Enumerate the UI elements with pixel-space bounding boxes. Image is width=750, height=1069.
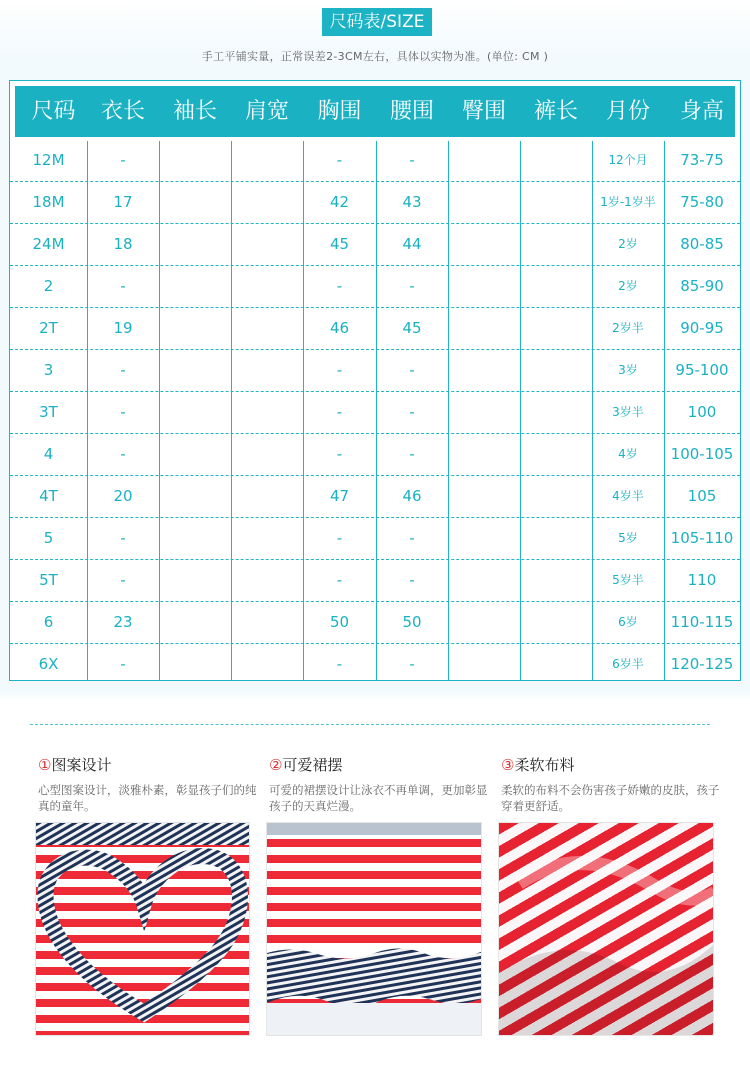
feature-title — [269, 754, 489, 776]
table-cell: 110 — [687, 571, 717, 589]
title-wrap — [0, 8, 750, 36]
table-cell: 42 — [329, 193, 350, 211]
table-cell: 100 — [687, 403, 717, 421]
table-cell: 18M — [32, 193, 65, 211]
table-cell: 6岁半 — [612, 657, 644, 671]
feature-title-text: 柔软布料 — [514, 756, 575, 774]
table-cell: 90-95 — [680, 319, 724, 337]
feature-description: 可爱的裙摆设计让泳衣不再单调，更加彰显孩子的天真烂漫。 — [269, 783, 488, 813]
feature-title-text: 可爱裙摆 — [282, 756, 343, 774]
measurement-note: 手工平铺实量，正常误差2-3CM左右，具体以实物为准。(单位: CM ) — [201, 50, 549, 63]
table-cell — [448, 475, 520, 517]
table-cell — [520, 349, 592, 391]
table-cell: 50 — [329, 613, 350, 631]
table-cell: 73-75 — [680, 151, 724, 169]
table-cell — [520, 223, 592, 265]
feature-pattern — [38, 754, 258, 814]
page-title: 尺码表/SIZE — [322, 8, 433, 36]
table-cell: - — [336, 361, 343, 379]
table-cell: 2 — [43, 277, 54, 295]
table-cell: 1岁-1岁半 — [600, 195, 656, 209]
table-cell — [159, 643, 231, 685]
table-cell: 3T — [39, 403, 58, 421]
table-cell — [159, 475, 231, 517]
table-cell — [231, 475, 303, 517]
table-cell — [231, 223, 303, 265]
table-cell: - — [120, 529, 126, 547]
table-cell — [159, 265, 231, 307]
table-cell: 5岁半 — [612, 573, 644, 587]
feature-description: 心型图案设计，淡雅朴素，彰显孩子们的纯真的童年。 — [38, 783, 257, 813]
table-cell: - — [409, 361, 415, 379]
table-cell: 6 — [43, 613, 54, 631]
table-cell — [231, 517, 303, 559]
table-cell: 3 — [43, 361, 54, 379]
table-cell: 45 — [329, 235, 350, 253]
feature-title-text: 图案设计 — [51, 756, 112, 774]
feature-title — [501, 754, 721, 776]
table-cell: - — [120, 403, 126, 421]
feature-number: ③ — [501, 756, 515, 774]
table-cell — [448, 307, 520, 349]
table-cell: 46 — [402, 487, 422, 505]
column-header: 袖长 — [172, 99, 217, 124]
table-cell: - — [336, 277, 343, 295]
table-cell: 2T — [39, 319, 58, 337]
table-cell — [520, 433, 592, 475]
ruffle-skirt-photo — [266, 822, 482, 1036]
table-cell: 23 — [113, 613, 133, 631]
table-cell: 45 — [402, 319, 422, 337]
table-cell — [448, 265, 520, 307]
table-cell — [520, 475, 592, 517]
table-cell: 2岁半 — [612, 321, 644, 335]
table-cell — [448, 181, 520, 223]
table-cell: 12M — [32, 151, 65, 169]
size-table — [9, 80, 741, 681]
table-cell: - — [120, 445, 126, 463]
column-header: 腰围 — [389, 99, 434, 124]
fabric-fold-image — [499, 823, 714, 1036]
table-cell — [448, 391, 520, 433]
table-cell — [448, 349, 520, 391]
table-cell: 46 — [329, 319, 350, 337]
table-cell: - — [120, 151, 126, 169]
table-cell: 6岁 — [618, 615, 638, 629]
table-cell — [231, 433, 303, 475]
column-header: 尺码 — [31, 99, 76, 124]
table-cell — [448, 433, 520, 475]
table-cell: 5岁 — [618, 531, 638, 545]
table-cell — [520, 265, 592, 307]
table-cell: 44 — [402, 235, 422, 253]
table-cell — [448, 223, 520, 265]
table-cell — [448, 643, 520, 685]
table-cell — [231, 601, 303, 643]
column-header: 臀围 — [461, 99, 506, 124]
table-cell — [520, 601, 592, 643]
feature-number: ① — [38, 756, 52, 774]
table-cell — [520, 181, 592, 223]
table-cell: - — [409, 151, 415, 169]
table-cell: 4T — [39, 487, 58, 505]
table-cell: 6X — [38, 655, 59, 673]
table-cell — [159, 601, 231, 643]
table-cell: - — [409, 445, 415, 463]
table-cell: - — [120, 277, 126, 295]
table-header — [15, 86, 735, 137]
table-cell — [159, 181, 231, 223]
table-cell — [159, 307, 231, 349]
table-cell: - — [120, 655, 126, 673]
skirt-ruffle-image — [267, 823, 482, 1036]
table-cell: 2岁 — [618, 279, 638, 293]
table-cell: - — [336, 529, 343, 547]
feature-fabric — [501, 754, 721, 814]
table-cell: - — [409, 277, 415, 295]
table-cell: 3岁 — [618, 363, 638, 377]
table-cell — [159, 517, 231, 559]
table-cell: - — [409, 529, 415, 547]
table-cell: - — [336, 445, 343, 463]
table-cell — [448, 559, 520, 601]
table-cell — [448, 517, 520, 559]
table-cell: - — [409, 571, 415, 589]
table-cell: - — [336, 571, 343, 589]
table-cell: - — [336, 403, 343, 421]
table-cell: 100-105 — [670, 445, 734, 463]
table-cell — [520, 517, 592, 559]
column-header: 裤长 — [533, 99, 578, 124]
table-cell — [159, 559, 231, 601]
feature-number: ② — [269, 756, 283, 774]
feature-title — [38, 754, 258, 776]
table-cell — [159, 223, 231, 265]
table-cell — [231, 307, 303, 349]
table-cell — [520, 391, 592, 433]
column-header: 衣长 — [100, 99, 145, 124]
table-cell: - — [120, 571, 126, 589]
table-cell — [231, 643, 303, 685]
table-cell: 3岁半 — [612, 405, 644, 419]
table-cell — [231, 391, 303, 433]
heart-ruffle-image — [36, 823, 250, 1036]
table-cell: - — [336, 151, 343, 169]
column-header: 身高 — [679, 99, 724, 124]
table-cell — [520, 139, 592, 181]
table-cell: 4 — [43, 445, 54, 463]
table-cell — [448, 601, 520, 643]
table-cell — [159, 391, 231, 433]
soft-fabric-photo — [498, 822, 714, 1036]
table-cell: 80-85 — [680, 235, 724, 253]
table-cell: 19 — [113, 319, 133, 337]
table-cell: 12个月 — [608, 153, 648, 167]
table-cell: - — [409, 403, 415, 421]
table-cell — [231, 139, 303, 181]
section-divider — [30, 724, 710, 725]
table-cell: 75-80 — [680, 193, 724, 211]
feature-description: 柔软的布料不会伤害孩子娇嫩的皮肤，孩子穿着更舒适。 — [501, 783, 720, 813]
table-cell: 105 — [687, 487, 717, 505]
table-cell — [448, 139, 520, 181]
table-cell: 120-125 — [670, 655, 734, 673]
table-cell: 47 — [329, 487, 350, 505]
table-cell: 85-90 — [680, 277, 724, 295]
table-cell — [231, 265, 303, 307]
table-cell: - — [336, 655, 343, 673]
table-cell — [520, 307, 592, 349]
table-cell — [159, 433, 231, 475]
feature-skirt — [269, 754, 489, 814]
table-cell: - — [120, 361, 126, 379]
table-cell: 43 — [402, 193, 422, 211]
table-cell: 17 — [113, 193, 133, 211]
column-header: 肩宽 — [244, 99, 289, 124]
table-cell: 24M — [32, 235, 65, 253]
table-cell: 105-110 — [670, 529, 734, 547]
table-cell: 4岁半 — [612, 489, 644, 503]
table-cell: 4岁 — [618, 447, 638, 461]
table-cell — [159, 349, 231, 391]
table-cell: 5T — [39, 571, 58, 589]
table-cell: 95-100 — [675, 361, 729, 379]
table-cell — [159, 139, 231, 181]
table-cell: 18 — [113, 235, 133, 253]
table-cell: 50 — [402, 613, 422, 631]
table-cell: 2岁 — [618, 237, 638, 251]
column-header: 胸围 — [317, 99, 362, 124]
table-cell — [231, 349, 303, 391]
table-cell: 110-115 — [670, 613, 734, 631]
table-cell: 5 — [43, 529, 54, 547]
table-cell — [520, 643, 592, 685]
table-cell — [520, 559, 592, 601]
column-header: 月份 — [605, 99, 650, 124]
table-cell: 20 — [113, 487, 133, 505]
heart-pattern-photo — [35, 822, 250, 1036]
table-cell — [231, 559, 303, 601]
table-cell: - — [409, 655, 415, 673]
table-cell — [231, 181, 303, 223]
